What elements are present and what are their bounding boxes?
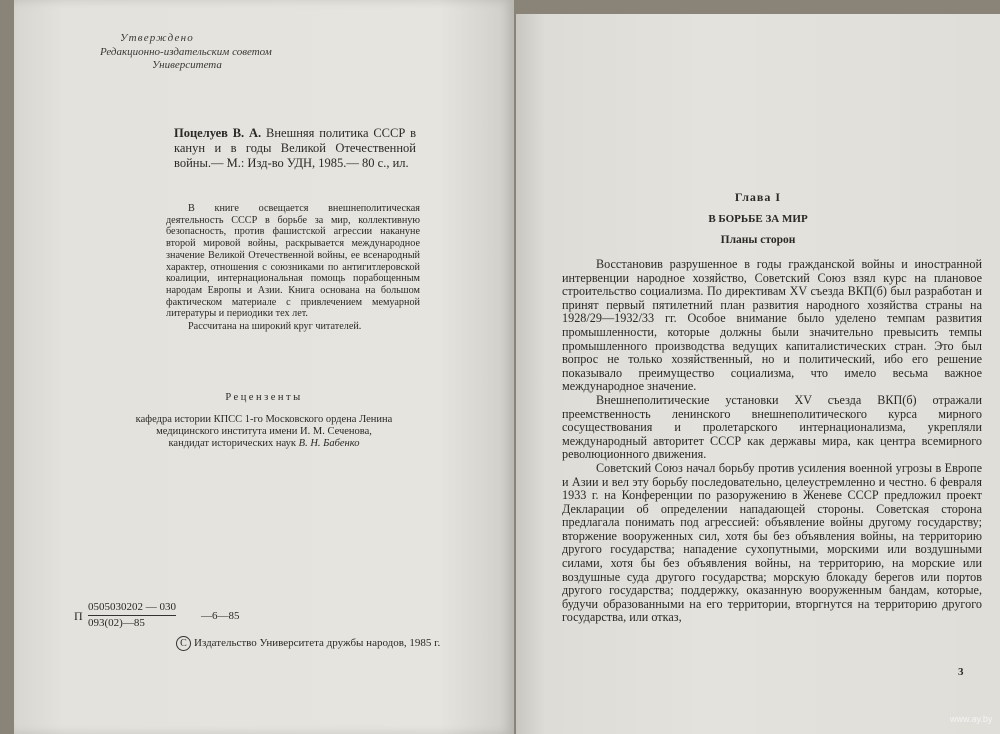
approval-line: Университета — [152, 59, 222, 71]
copyright-text: Издательство Университета дружбы народов, 1985 г. — [194, 637, 441, 649]
reviewer-name: В. Н. Бабенко — [298, 438, 360, 449]
reviewers-title: Рецензенты — [225, 392, 303, 403]
reviewer-line: кафедра истории КПСС 1-го Московского ордена Ленина — [135, 414, 393, 425]
book-author: Поцелуев В. А. — [174, 126, 262, 140]
left-page — [14, 0, 514, 734]
paragraph: Советский Союз начал борьбу против усиления военной угрозы в Европе и Азии и вел эту борьбу последовательно, целеустремленно и честно. 6 февраля 1933 г. на Конференции по разоружению в Женеве СССР предложил проект Декларации об определении нападающей стороны. Советская сторона предлагала понимать под агрессией: объявление войны другому государству; вторжение вооруженных сил, хотя бы без объявления войны, на территорию другого государства; нападение сухопутными, морскими или воздушными силами, хотя бы без объявления войны, на территорию, на морские или воздушные суда другого государства; морскую блокаду берегов или портов другого государства; поддержку, оказанную вооруженным бандам, которые, будучи образованными на его территории, вторгнутся на территорию другого государства, или отказ, — [562, 460, 982, 625]
paragraph: Восстановив разрушенное в годы гражданской войны и иностранной интервенции народное хозяйство, Советский Союз взял курс на плановое строительство социализма. По директивам XV съезда ВКП(б) был разработан и принят первый пятилетний план развития народного хозяйства страны на 1928/29—1932/33 гг. Особое внимание было уделено темпам развития промышленности, которые должны были значительно превысить темпы промышленного производства ведущих капиталистических стран. Это был вопрос не только хозяйственный, но и политический, ибо его решение показывало преимущество социализма, что имело весьма важное международное значение. — [562, 257, 982, 394]
watermark: www.ay.by — [950, 714, 993, 724]
approval-line: Редакционно-издательским советом — [100, 45, 272, 58]
copyright-icon: C — [176, 636, 191, 651]
chapter-number: Глава I — [734, 190, 782, 204]
approval-line: Утверждено — [120, 32, 194, 44]
code-prefix: П — [74, 609, 83, 623]
approval-stamp — [100, 32, 272, 73]
annotation — [166, 203, 420, 333]
reviewer-degree: кандидат исторических наук — [168, 438, 297, 449]
annotation-text: В книге освещается внешнеполитическая деятельность СССР в борьбе за мир, коллективную безопасность, против фашистской агрессии накануне второй мировой войны, раскрывается международное значение Великой Отечественной войны, ее всенародный характер, отношения с союзниками по антигитлеровской коалиции, интернациональная помощь порабощенным народам Европы и Азии. Книга основана на большом фактическом материале с привлечением мемуарной литературы и периодики тех лет. — [166, 203, 420, 320]
code-tail: —6—85 — [201, 610, 240, 622]
code-numerator: 0505030202 — 030 — [88, 601, 176, 616]
book-description: Внешняя политика СССР в канун и в годы Великой Отечественной войны.— М.: Изд-во УДН, 1985.— 80 с., ил. — [174, 126, 417, 170]
code-denominator: 093(02)—85 — [88, 617, 145, 629]
reviewer-line: медицинского института имени И. М. Сеченова, — [156, 426, 372, 437]
reviewers-list — [14, 414, 514, 450]
section-title: Планы сторон — [720, 234, 796, 246]
bibliographic-record — [174, 126, 416, 171]
chapter-title: В БОРЬБЕ ЗА МИР — [708, 213, 808, 225]
copyright-line — [176, 636, 440, 651]
page-number: 3 — [958, 666, 964, 678]
chapter-body — [562, 258, 982, 625]
right-page — [516, 14, 1000, 734]
paragraph: Внешнеполитические установки XV съезда ВКП(б) отражали преемственность ленинского внешнеполитического курса мирного сосуществования и пролетарского интернационализма, укрепляли международный авторитет СССР как державы мира, как центра всемирного революционного движения. — [562, 392, 982, 462]
annotation-audience: Рассчитана на широкий круг читателей. — [188, 321, 362, 333]
reviewer-line — [14, 438, 514, 450]
